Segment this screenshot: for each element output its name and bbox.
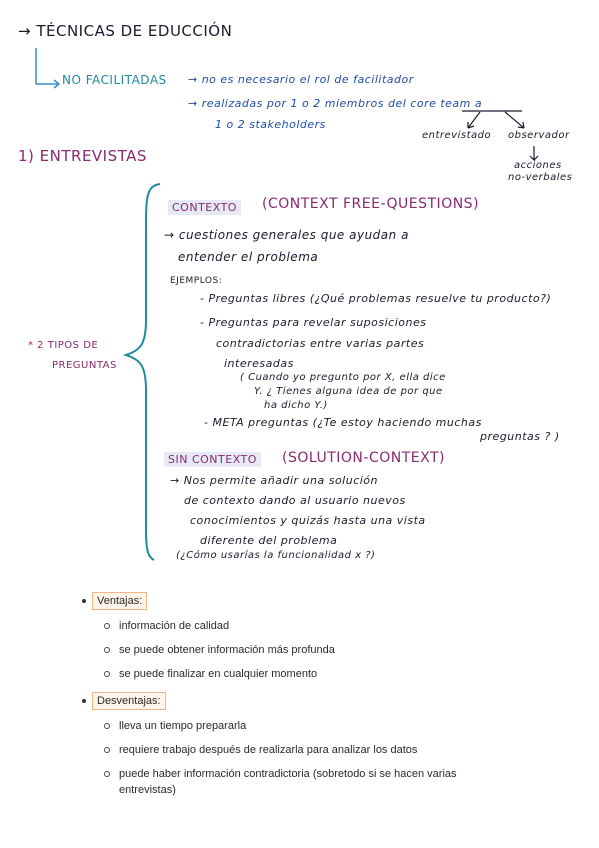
no-fac-line-1: → no es necesario el rol de facilitador xyxy=(188,73,414,86)
list-item xyxy=(104,742,558,766)
arrow-to-acciones xyxy=(530,146,538,160)
desventajas-item xyxy=(78,690,558,712)
sin-contexto-label: SIN CONTEXTO xyxy=(164,452,261,467)
list-item-text: puede haber información contradictoria (sobretodo si se hacen varias entrevistas) xyxy=(119,768,457,796)
list-item xyxy=(104,618,558,642)
contexto-desc-2: entender el problema xyxy=(178,250,319,264)
list-item-text: información de calidad xyxy=(119,620,230,632)
entrevistado-label: entrevistado xyxy=(422,130,492,141)
sin-example: (¿Cómo usarías la funcionalidad x ?) xyxy=(176,550,376,561)
tipos-label-2: PREGUNTAS xyxy=(52,360,117,371)
list-item-text: se puede obtener información más profunda xyxy=(119,644,335,656)
contexto-label: CONTEXTO xyxy=(168,200,241,215)
sin-desc-2: de contexto dando al usuario nuevos xyxy=(184,494,406,507)
list-item xyxy=(104,666,558,690)
no-fac-line-3: 1 o 2 stakeholders xyxy=(215,118,326,131)
example-2-sub-2: Y. ¿ Tienes alguna idea de por que xyxy=(254,386,443,397)
ejemplos-label: EJEMPLOS: xyxy=(170,276,223,286)
connector-line xyxy=(36,48,58,84)
no-verbales-label: no-verbales xyxy=(508,172,573,183)
observador-label: observador xyxy=(508,130,570,141)
no-facilitadas-label: NO FACILITADAS xyxy=(62,73,167,87)
no-fac-line-2: → realizadas por 1 o 2 miembros del core team a xyxy=(188,97,483,110)
bullet xyxy=(82,699,86,703)
list-item xyxy=(104,766,558,798)
contexto-en-label: (CONTEXT FREE-QUESTIONS) xyxy=(262,196,480,212)
example-2-line-2: contradictorias entre varias partes xyxy=(216,337,425,350)
bullet xyxy=(82,599,86,603)
list-item-text: requiere trabajo después de realizarla para analizar los datos xyxy=(119,744,418,756)
sin-desc-3: conocimientos y quizás hasta una vista xyxy=(190,514,426,527)
example-2-line-3: interesadas xyxy=(224,357,294,370)
section-heading: 1) ENTREVISTAS xyxy=(18,147,147,165)
example-3-line-1: - META preguntas (¿Te estoy haciendo muchas xyxy=(204,416,482,429)
page-title: → TÉCNICAS DE EDUCCIÓN xyxy=(18,22,233,40)
pros-cons-list xyxy=(78,590,558,798)
sin-desc-1: → Nos permite añadir una solución xyxy=(170,474,379,487)
example-2-line-1: - Preguntas para revelar suposiciones xyxy=(200,316,427,329)
ventajas-label: Ventajas: xyxy=(92,592,147,610)
sin-desc-4: diferente del problema xyxy=(200,534,338,547)
brace xyxy=(126,184,160,560)
example-1: - Preguntas libres (¿Qué problemas resuelve tu producto?) xyxy=(200,292,552,305)
arrow-to-observador xyxy=(505,112,524,128)
sin-contexto-en-label: (SOLUTION-CONTEXT) xyxy=(282,450,445,466)
example-2-sub-1: ( Cuando yo pregunto por X, ella dice xyxy=(240,372,446,383)
example-2-sub-3: ha dicho Y.) xyxy=(264,400,328,411)
ventajas-item xyxy=(78,590,558,612)
list-item xyxy=(104,718,558,742)
tipos-label-1: * 2 TIPOS DE xyxy=(28,340,99,351)
acciones-label: acciones xyxy=(514,160,562,171)
list-item-text: lleva un tiempo prepararla xyxy=(119,720,247,732)
arrow-to-entrevistado xyxy=(468,112,480,128)
list-item-text: se puede finalizar en cualquier momento xyxy=(119,668,318,680)
list-item xyxy=(104,642,558,666)
example-3-line-2: preguntas ? ) xyxy=(480,430,560,443)
contexto-desc-1: → cuestiones generales que ayudan a xyxy=(164,228,409,242)
desventajas-label: Desventajas: xyxy=(92,692,166,710)
